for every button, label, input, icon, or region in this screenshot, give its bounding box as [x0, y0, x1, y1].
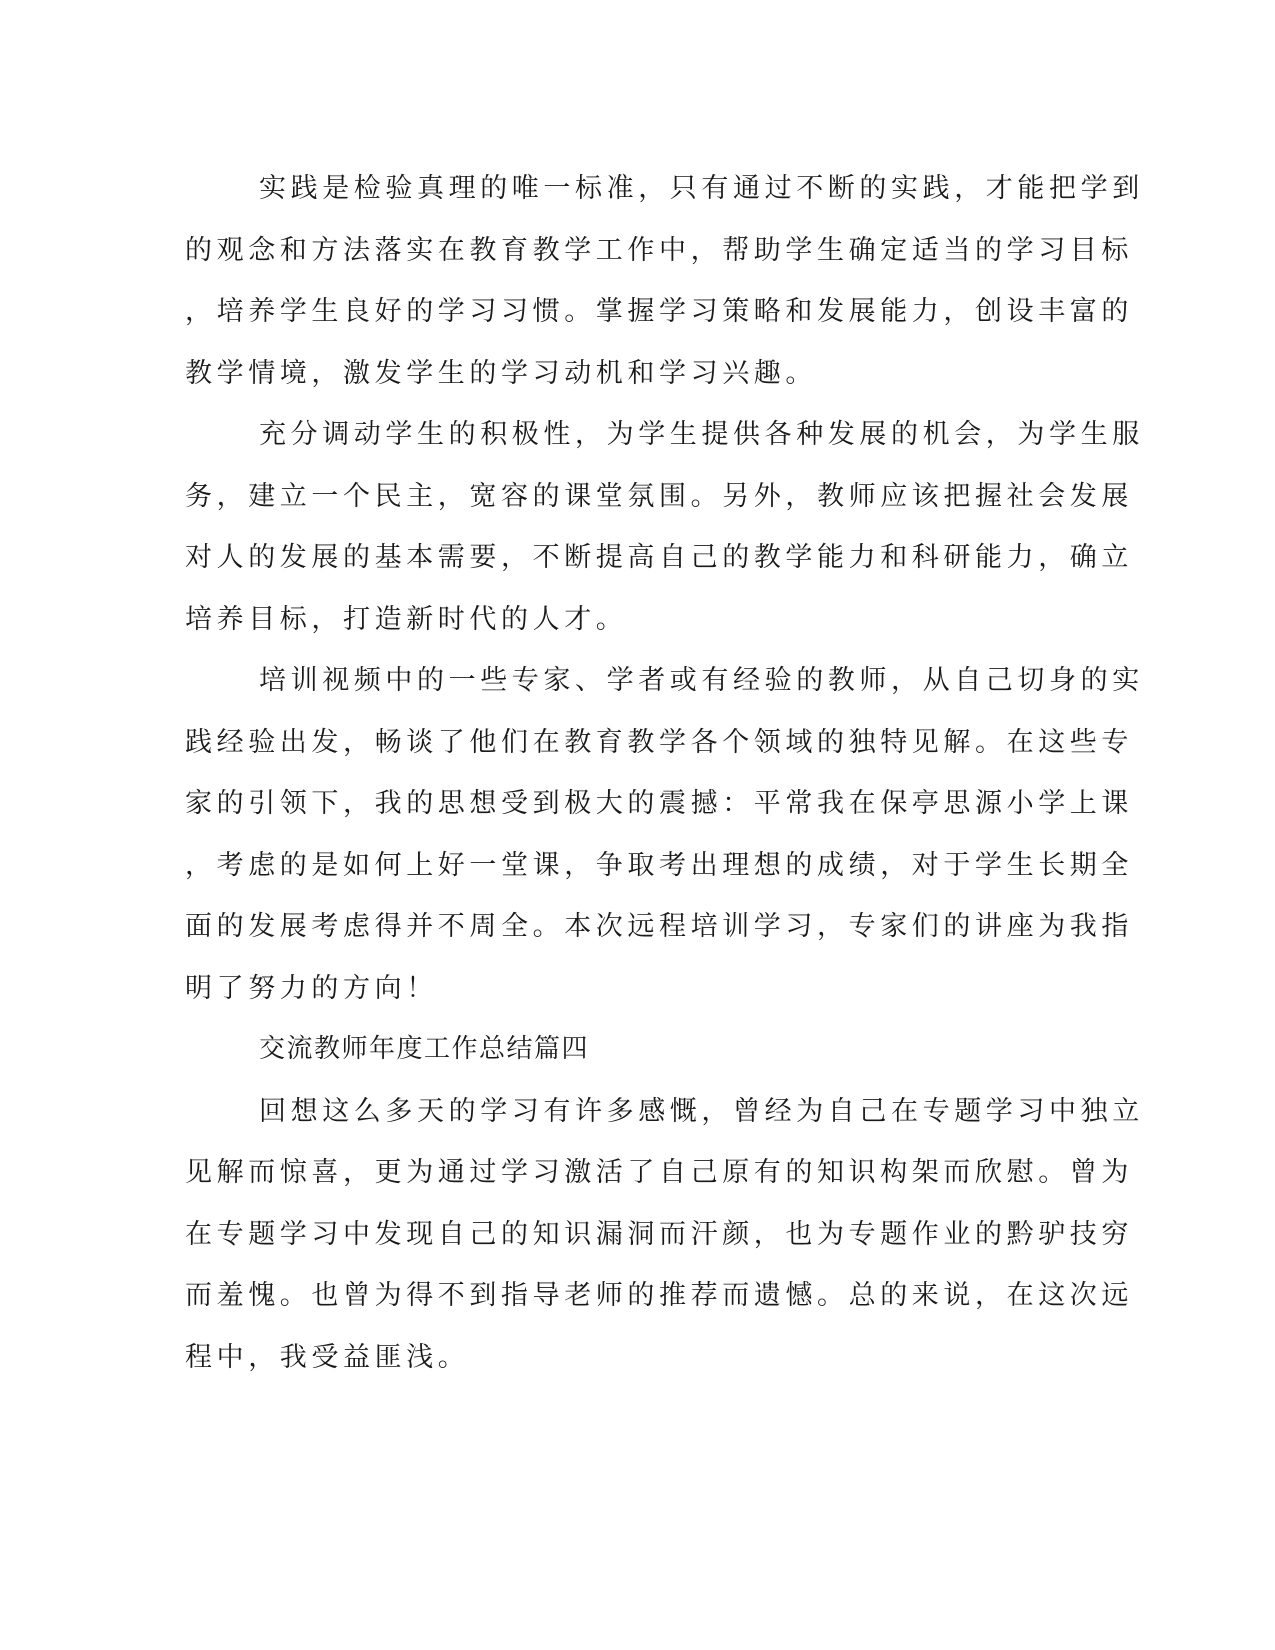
paragraph-line: 充分调动学生的积极性，为学生提供各种发展的机会，为学生服: [259, 419, 1144, 450]
paragraph-line: 回想这么多天的学习有许多感慨，曾经为自己在专题学习中独立: [259, 1095, 1144, 1127]
paragraph-line: 教学情境，激发学生的学习动机和学习兴趣。: [185, 357, 817, 389]
paragraph-line: 程中，我受益匪浅。: [185, 1341, 470, 1373]
paragraph-line: 对人的发展的基本需要，不断提高自己的教学能力和科研能力，确立: [185, 542, 1133, 573]
paragraph-2: [185, 404, 1144, 650]
section-heading: 交流教师年度工作总结篇四: [259, 1034, 590, 1064]
paragraph-line: ，考虑的是如何上好一堂课，争取考出理想的成绩，对于学生长期全: [185, 849, 1133, 881]
paragraph-1: [185, 158, 1144, 404]
document-body: [185, 158, 1144, 1388]
paragraph-4: [185, 1081, 1144, 1389]
paragraph-line: 而羞愧。也曾为得不到指导老师的推荐而遗憾。总的来说，在这次远: [185, 1280, 1133, 1311]
paragraph-line: 培训视频中的一些专家、学者或有经验的教师，从自己切身的实: [259, 665, 1144, 696]
paragraph-line: 实践是检验真理的唯一标准，只有通过不断的实践，才能把学到: [259, 173, 1144, 204]
paragraph-line: 见解而惊喜，更为通过学习激活了自己原有的知识构架而欣慰。曾为: [185, 1157, 1133, 1188]
paragraph-line: 明了努力的方向！: [185, 972, 438, 1004]
paragraph-line: 家的引领下，我的思想受到极大的震撼：平常我在保亭思源小学上课: [185, 788, 1133, 819]
paragraph-line: 面的发展考虑得并不周全。本次远程培训学习，专家们的讲座为我指: [185, 911, 1133, 942]
paragraph-line: 培养目标，打造新时代的人才。: [185, 603, 628, 635]
paragraph-line: 在专题学习中发现自己的知识漏洞而汗颜，也为专题作业的黔驴技穷: [185, 1218, 1133, 1250]
paragraph-3: [185, 650, 1144, 1019]
paragraph-line: 的观念和方法落实在教育教学工作中，帮助学生确定适当的学习目标: [185, 234, 1133, 266]
paragraph-line: 践经验出发，畅谈了他们在教育教学各个领域的独特见解。在这些专: [185, 726, 1133, 758]
paragraph-line: 务，建立一个民主，宽容的课堂氛围。另外，教师应该把握社会发展: [185, 480, 1133, 512]
paragraph-line: ，培养学生良好的学习习惯。掌握学习策略和发展能力，创设丰富的: [185, 296, 1133, 327]
